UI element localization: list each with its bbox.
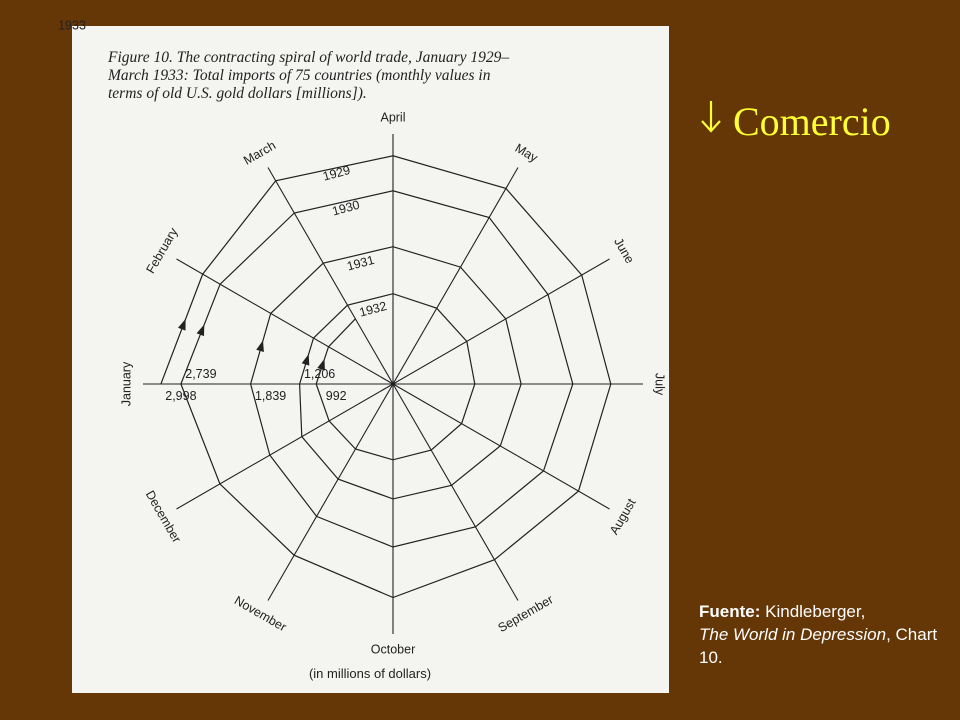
spoke-february [177,259,394,384]
value-label-1930: 2,739 [185,367,217,381]
month-label-january: January [119,361,134,407]
month-label-july: July [652,372,667,396]
month-label-december: December [142,488,184,546]
year-label-1930: 1930 [330,197,362,219]
arrow-1929 [178,319,186,331]
spoke-may [393,168,518,385]
value-label-1929: 2,998 [165,389,197,403]
source-book: The World in Depression [699,625,887,644]
month-label-march: March [241,138,279,168]
caption-line-2: March 1933: Total imports of 75 countries (monthly values in [108,67,491,84]
month-label-november: November [231,593,289,635]
spoke-september [393,384,518,601]
value-label-1933: 992 [325,389,347,403]
month-spokes [143,134,643,634]
year-polygons [161,156,611,598]
spoke-august [393,384,610,509]
spiral-chart [58,18,669,693]
value-label-1932: 1,206 [303,367,336,381]
series-1929 [161,156,611,598]
chart-scan [58,18,669,693]
month-label-february: February [143,225,181,276]
caption-line-1: Figure 10. The contracting spiral of world trade, January 1929– [108,49,510,66]
month-label-june: June [611,235,637,266]
arrow-1931 [256,340,264,352]
headline-text: Comercio [733,99,891,144]
arrow-1932 [302,354,310,366]
month-label-april: April [380,110,406,125]
value-labels [165,367,346,403]
year-label-1929: 1929 [321,162,352,184]
spoke-march [268,168,393,385]
month-label-may: May [512,141,541,165]
month-label-august: August [606,496,639,538]
source-author: Kindleberger, [765,602,866,621]
chart-caption [107,49,509,102]
month-label-october: October [370,642,416,657]
series-arrows [178,319,325,371]
source-chart: , Chart 10. [699,625,938,667]
year-label-1932: 1932 [357,298,389,320]
series-1931 [251,247,521,499]
spoke-june [393,259,610,384]
caption-line-3: terms of old U.S. gold dollars [millions]). [108,85,367,102]
down-arrow-icon [697,95,725,135]
month-label-september: September [495,592,556,636]
slide-headline [697,95,891,146]
source-label: Fuente: [699,602,761,621]
arrow-1930 [197,324,205,336]
value-label-1931: 1,839 [254,389,287,403]
year-label-1933: 1933 [58,18,86,33]
year-label-1931: 1931 [345,252,376,274]
unit-note: (in millions of dollars) [308,666,432,681]
source-citation [699,600,949,669]
